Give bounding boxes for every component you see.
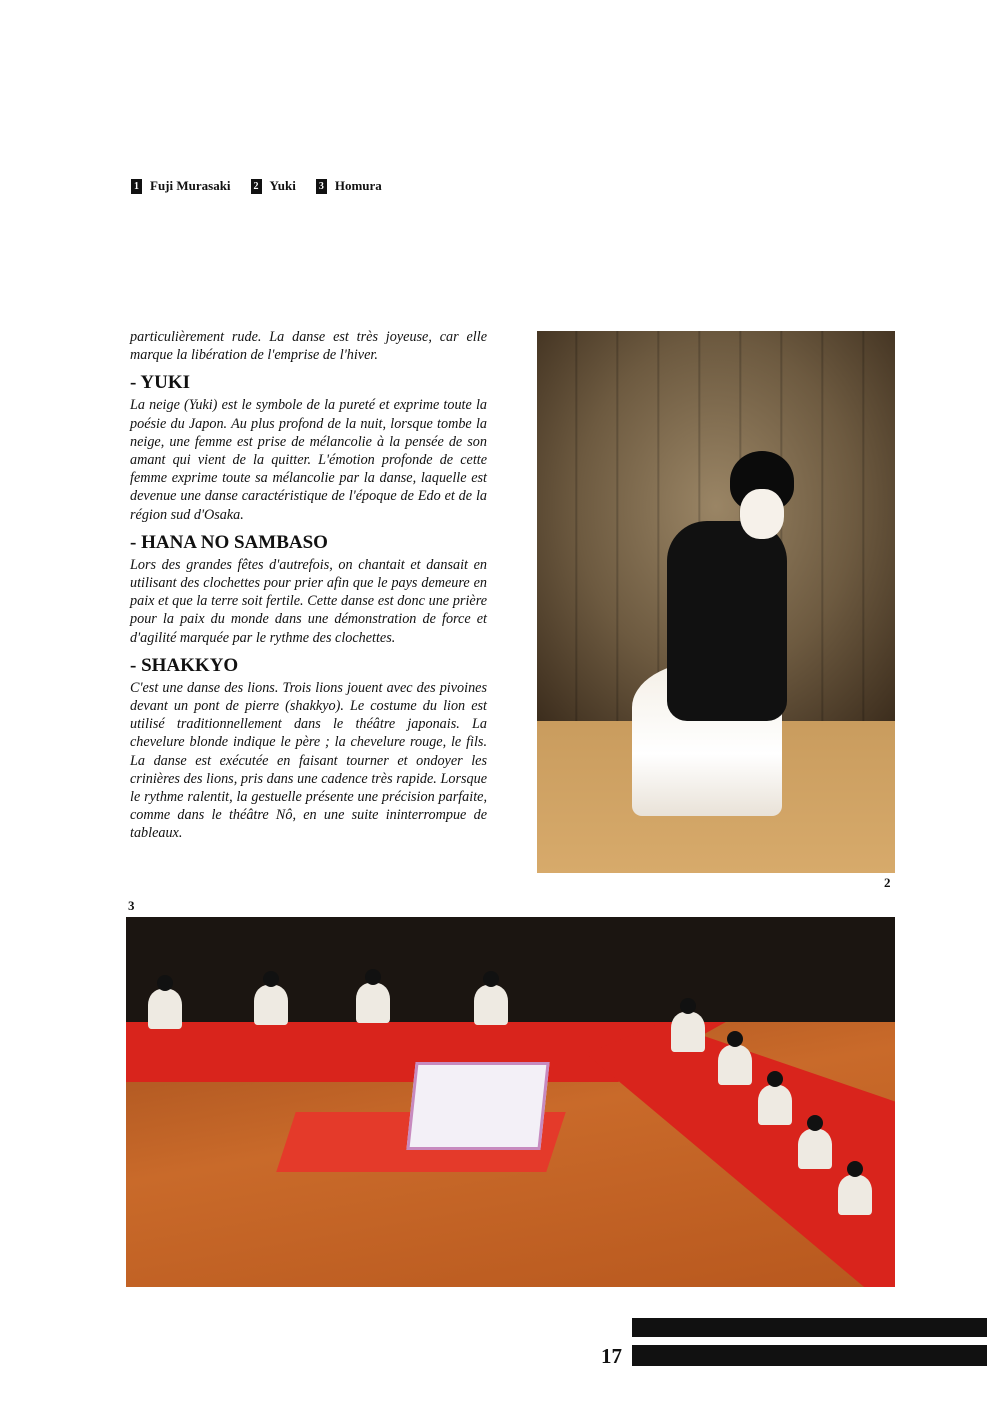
musician-figure [838,1175,872,1215]
intro-paragraph: particulièrement rude. La danse est très joyeuse, car elle marque la libération de l'emprise de l'hiver. [130,329,487,364]
photo-yuki-dancer [537,331,895,873]
musician-figure [356,983,390,1023]
caption-2 [251,178,296,194]
footer-bar-bottom [632,1345,987,1366]
caption-label: Fuji Murasaki [150,178,231,193]
caption-label: Yuki [269,178,296,193]
caption-number-box: 3 [316,179,327,194]
figure-number-3: 3 [128,898,135,913]
musician-figure [148,989,182,1029]
musician-figure [671,1012,705,1052]
photo-captions [131,178,382,194]
caption-1 [131,178,231,194]
section-body-shakkyo: C'est une danse des lions. Trois lions jouent avec des pivoines devant un pont de pierre (shakkyo). Le costume du lion est utilisé traditionnellement dans le théâtre japonais. La chevelure blonde indique le père ; la chevelure rouge, le fils. La danse est exécutée en faisant tourner et ondoyer les crinières des lions, pris dans une cadence très rapide. Lorsque le rythme ralentit, la gestuelle présente une précision parfaite, comme dans le théâtre Nô, en une suite ininterrompue de tableaux. [130,679,487,842]
caption-number-box: 1 [131,179,142,194]
caption-number-box: 2 [251,179,262,194]
caption-3 [316,178,382,194]
musician-figure [718,1045,752,1085]
section-body-hana-no-sambaso: Lors des grandes fêtes d'autrefois, on chantait et dansait en utilisant des clochettes pour prier afin que le pays demeure en paix et que la terre soit fertile. Cette danse est donc une prière pour la paix du monde dans une démonstration de force et d'agilité marquée par le rythme des clochettes. [130,556,487,646]
section-body-yuki: La neige (Yuki) est le symbole de la pureté et exprime toute la poésie du Japon. Au plus profond de la nuit, lorsque tombe la neige, une femme est prise de mélancolie à la pensée de son amant qui vient de la quitter. L'émotion profonde de cette femme exprime toute sa mélancolie par la danse, laquelle est devenue une danse caractéristique de l'époque de Edo et de la région sud d'Osaka. [130,397,487,523]
article-text-column [130,328,487,843]
dancer-black-kimono [667,521,787,721]
musician-figure [758,1085,792,1125]
figure-number-2: 2 [884,875,891,890]
caption-label: Homura [334,178,382,193]
section-heading-shakkyo: - SHAKKYO [130,654,239,676]
page-number: 17 [601,1344,622,1368]
section-heading-hana-no-sambaso: - HANA NO SAMBASO [130,531,328,553]
musician-figure [798,1129,832,1169]
dancer-face [740,489,784,539]
footer-bar-top [632,1318,987,1337]
musician-figure [474,985,508,1025]
photo-white-panel [406,1062,549,1150]
musician-figure [254,985,288,1025]
section-heading-yuki: - YUKI [130,372,190,394]
photo-koto-ensemble [126,917,895,1287]
